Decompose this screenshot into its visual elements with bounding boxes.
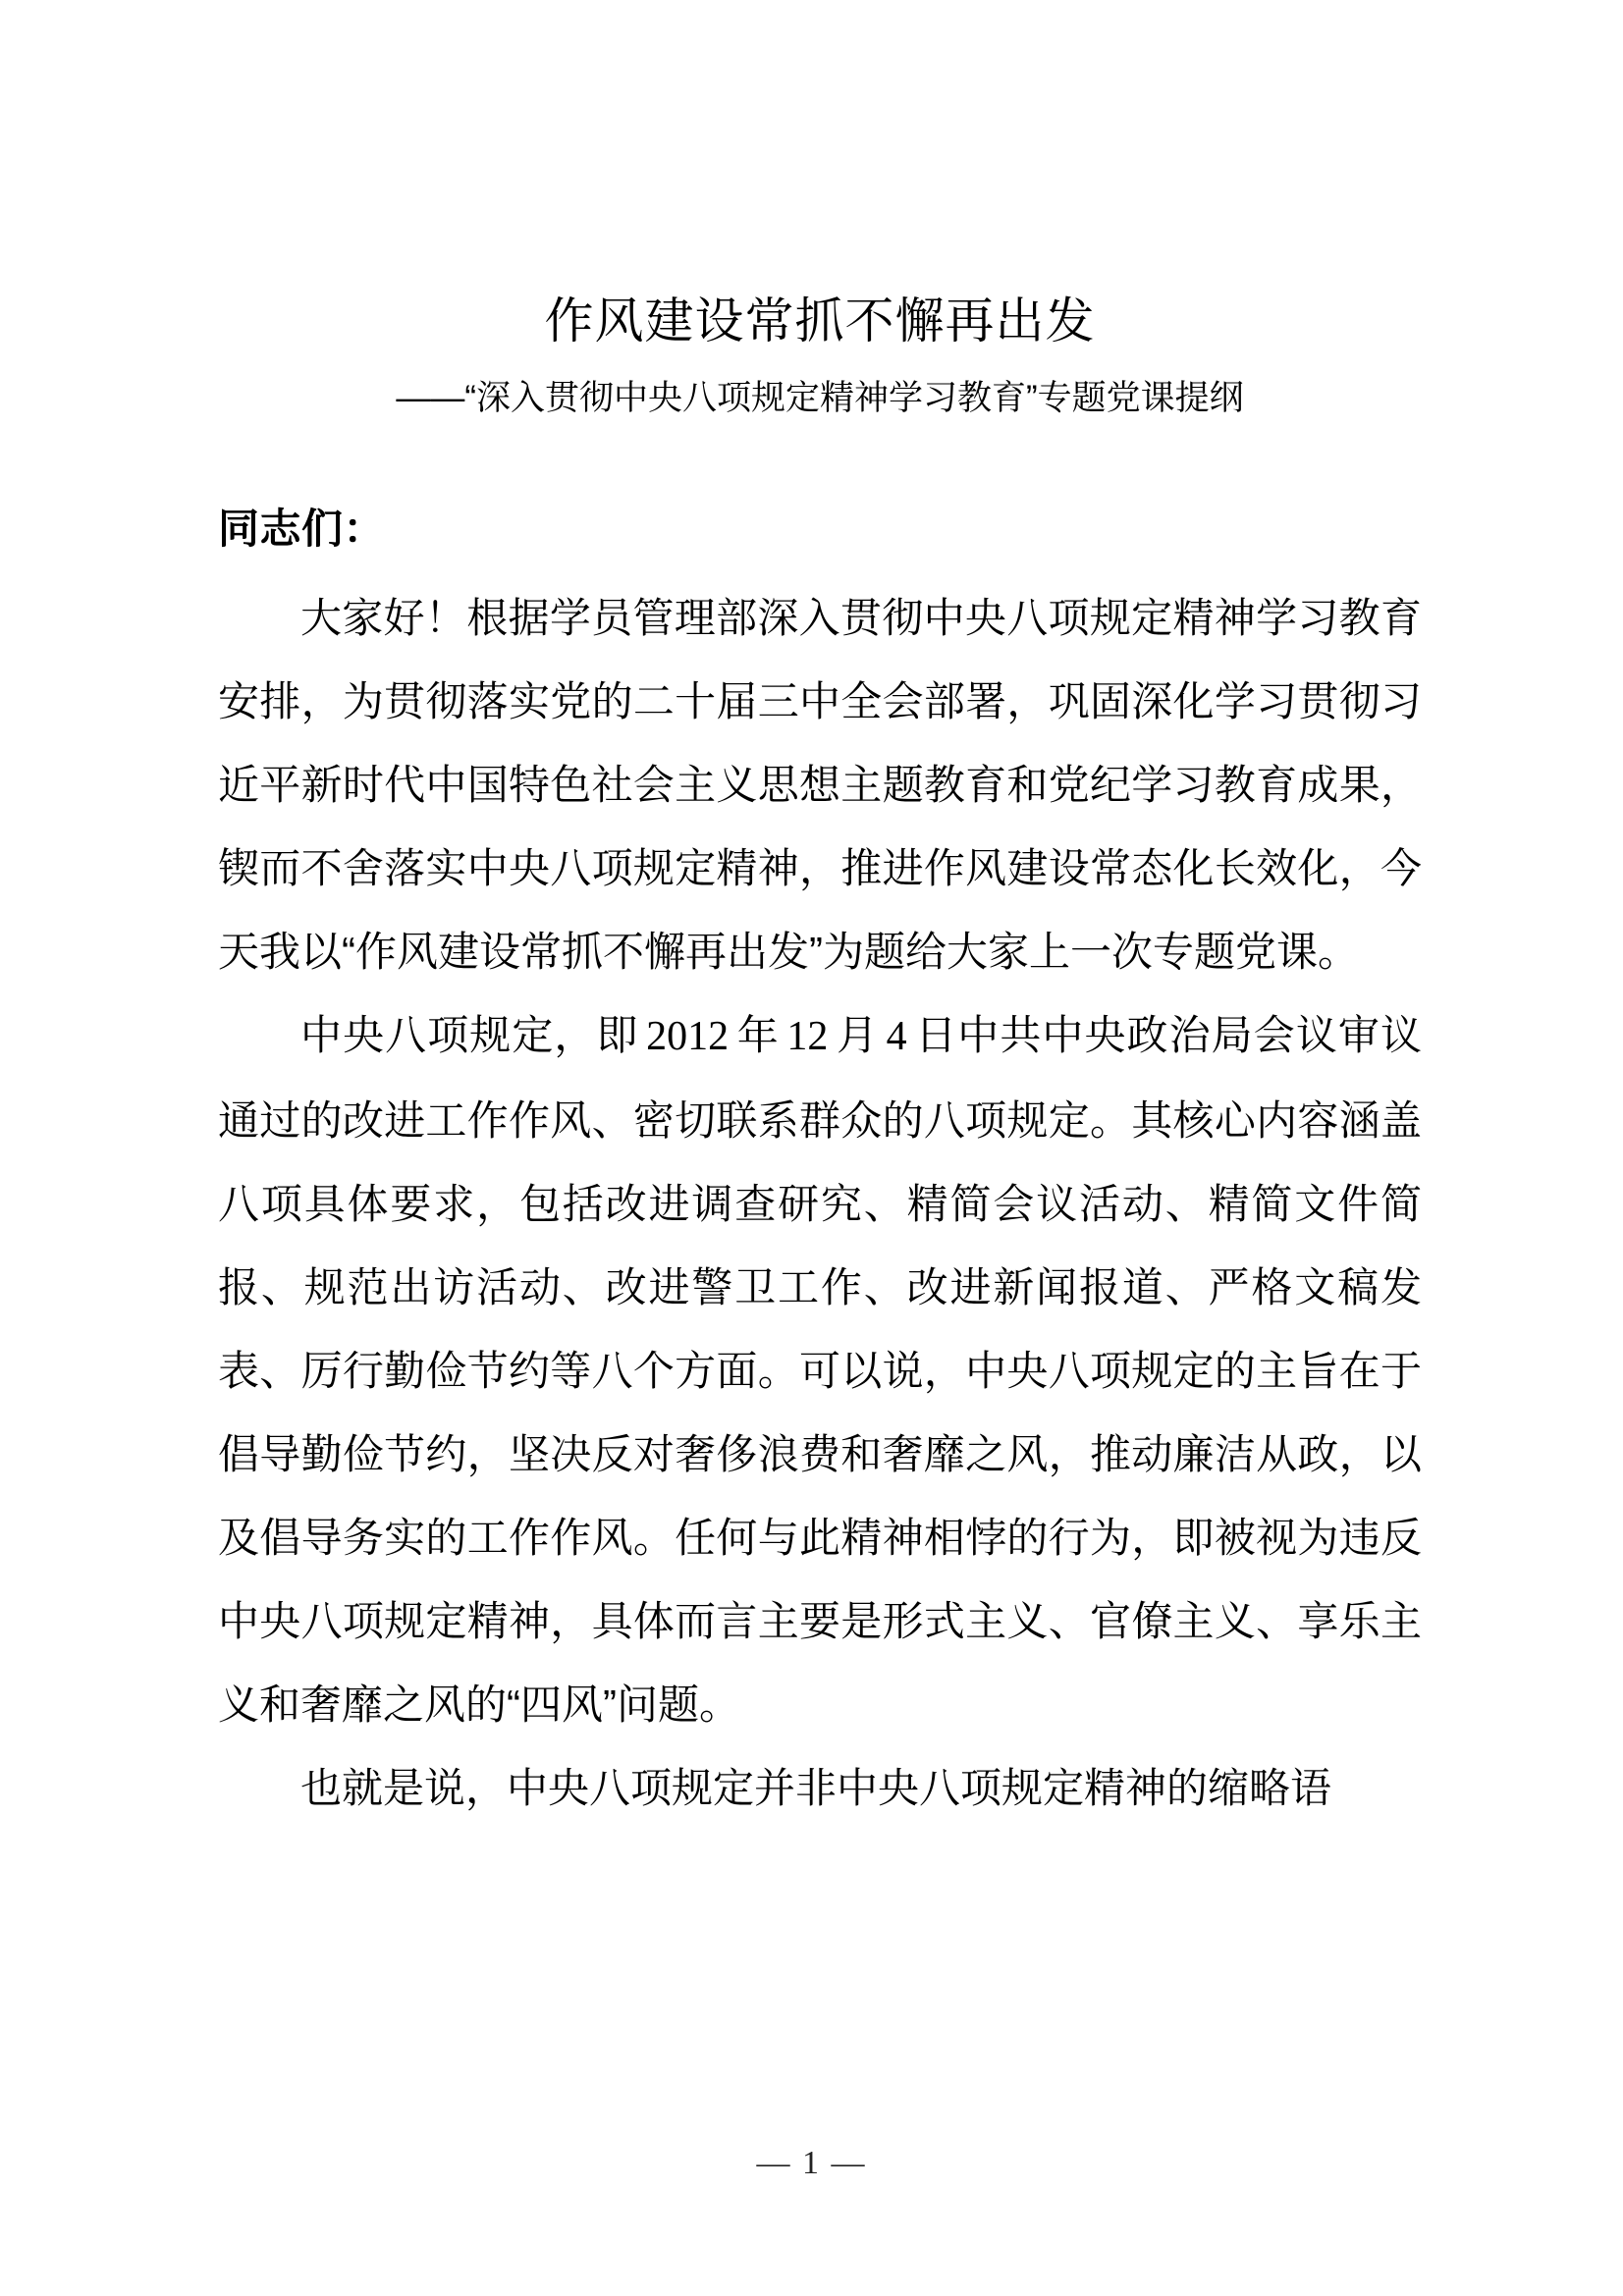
inline-number: 4 [886, 1014, 907, 1059]
body-paragraph-3: 也就是说，中央八项规定并非中央八项规定精神的缩略语 [300, 1765, 1332, 1811]
body-paragraph-2: 中央八项规定，即 2012 年 12 月 4 日中共中央政治局会议审议通过的改进工作作风、密切联系群众的八项规定。其核心内容涵盖八项具体要求，包括改进调查研究、精简会议活动、精简文件简报、规范出访活动、改进警卫工作、改进新闻报道、严格文稿发表、厉行勤俭节约等八个方面。可以说，中央八项规定的主旨在于倡导勤俭节约，坚决反对奢侈浪费和奢靡之风，推动廉洁从政，以及倡导务实的工作作风。任何与此精神相悖的行为，即被视为违反中央八项规定精神，具体而言主要是形式主义、官僚主义、享乐主义和奢靡之风的“四风”问题。 [218, 1012, 1422, 1728]
inline-number: 12 [786, 1014, 829, 1059]
salutation: 同志们： [218, 506, 386, 552]
page-title: 作风建设常抓不懈再出发 [544, 294, 1096, 348]
inline-number: 2012 [646, 1014, 730, 1059]
document-body [218, 0, 1422, 1830]
body-paragraph-1: 大家好！根据学员管理部深入贯彻中央八项规定精神学习教育安排，为贯彻落实党的二十届三中全会部署，巩固深化学习贯彻习近平新时代中国特色社会主义思想主题教育和党纪学习教育成果，锲而不舍落实中央八项规定精神，推进作风建设常态化长效化，今天我以“作风建设常抓不懈再出发”为题给大家上一次专题党课。 [218, 595, 1422, 975]
page-subtitle: ——“深入贯彻中央八项规定精神学习教育”专题党课提纲 [396, 378, 1244, 417]
page-number-footer: — 1 — [756, 2145, 867, 2181]
